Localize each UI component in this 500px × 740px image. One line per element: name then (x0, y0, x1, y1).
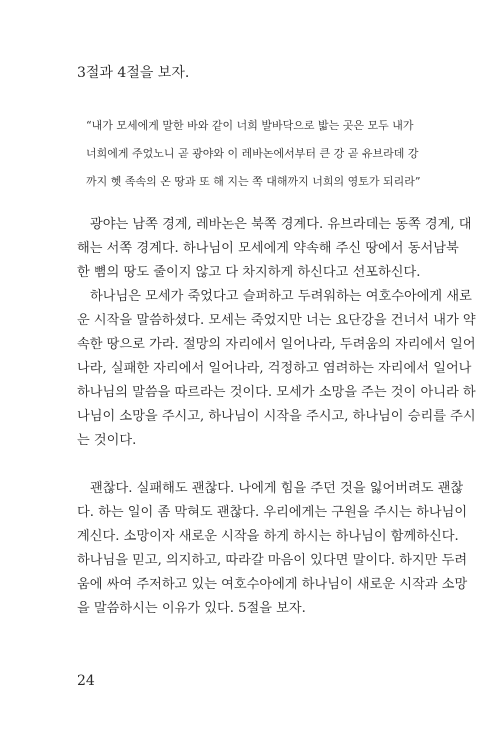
page-number: 24 (77, 673, 95, 689)
body-line: 다. 하는 일이 좀 막혀도 괜찮다. 우리에게는 구원을 주시는 하나님이 (77, 505, 468, 520)
quote-line: “내가 모세에게 말한 바와 같이 너희 발바닥으로 밟는 곳은 모두 내가 (86, 119, 414, 132)
body-line: 괜찮다. 실패해도 괜찮다. 나에게 힘을 주던 것을 잃어버려도 괜찮 (90, 481, 464, 496)
body-line: 하나님의 말씀을 따르라는 것이다. 모세가 소망을 주는 것이 아니라 하 (77, 385, 476, 400)
body-line: 운 시작을 말씀하셨다. 모세는 죽었지만 너는 요단강을 건너서 내가 약 (77, 313, 476, 328)
quote-line: 너희에게 주었노니 곧 광야와 이 레바논에서부터 큰 강 곧 유브라데 강 (86, 147, 419, 160)
body-line: 한 뼘의 땅도 줄이지 않고 다 차지하게 하신다고 선포하신다. (77, 265, 421, 280)
body-line: 나님이 소망을 주시고, 하나님이 시작을 주시고, 하나님이 승리를 주시 (77, 409, 476, 424)
body-line: 하나님은 모세가 죽었다고 슬퍼하고 두려워하는 여호수아에게 새로 (90, 289, 472, 304)
body-line: 광야는 남쪽 경계, 레바논은 북쪽 경계다. 유브라데는 동쪽 경계, 대 (90, 217, 472, 232)
body-line: 하나님을 믿고, 의지하고, 따라갈 마음이 있다면 말이다. 하지만 두려 (77, 553, 468, 568)
body-line: 계신다. 소망이자 새로운 시작을 하게 하시는 하나님이 함께하신다. (77, 529, 459, 544)
body-line: 속한 땅으로 가라. 절망의 자리에서 일어나라, 두려움의 자리에서 일어 (77, 337, 476, 352)
body-paragraphs-2 (77, 477, 468, 621)
body-line: 나라, 실패한 자리에서 일어나라, 걱정하고 염려하는 자리에서 일어나 (77, 361, 472, 376)
body-line: 는 것이다. (77, 433, 137, 448)
body-line: 해는 서쪽 경계다. 하나님이 모세에게 약속해 주신 땅에서 동서남북 (77, 241, 459, 256)
body-paragraphs-1 (77, 213, 476, 453)
body-line: 을 말씀하시는 이유가 있다. 5절을 보자. (77, 601, 306, 616)
scripture-quote (86, 112, 436, 196)
quote-line: 까지 헷 족속의 온 땅과 또 해 지는 쪽 대해까지 너희의 영토가 되리라” (86, 175, 421, 188)
body-line: 움에 싸여 주저하고 있는 여호수아에게 하나님이 새로운 시작과 소망 (77, 577, 468, 592)
intro-line: 3절과 4절을 보자. (77, 65, 190, 81)
